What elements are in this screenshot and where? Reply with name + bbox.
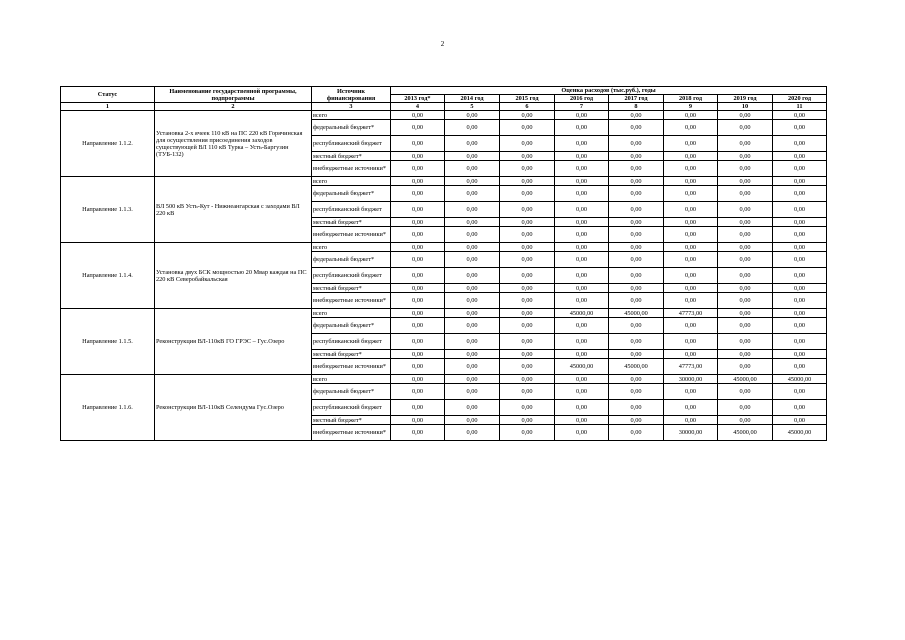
amount-cell: 0,00 [500,202,555,218]
amount-cell: 0,00 [445,186,500,202]
amount-cell: 0,00 [773,120,827,136]
amount-cell: 0,00 [718,218,773,227]
amount-cell: 0,00 [445,318,500,334]
funding-source: местный бюджет* [312,284,391,293]
amount-cell: 45000,00 [555,359,609,375]
column-index: 7 [555,103,609,111]
year-header: 2019 год [718,95,773,103]
amount-cell: 0,00 [500,350,555,359]
amount-cell: 0,00 [664,400,718,416]
amount-cell: 0,00 [609,218,664,227]
amount-cell: 47773,00 [664,309,718,318]
funding-source: местный бюджет* [312,350,391,359]
column-index: 2 [155,103,312,111]
amount-cell: 45000,00 [718,425,773,441]
column-index: 8 [609,103,664,111]
amount-cell: 0,00 [773,309,827,318]
amount-cell: 0,00 [718,359,773,375]
amount-cell: 45000,00 [718,375,773,384]
amount-cell: 0,00 [555,152,609,161]
program-header: Наименование государственной программы, подпрограммы [155,87,312,103]
amount-cell: 0,00 [500,218,555,227]
amount-cell: 0,00 [445,202,500,218]
amount-cell: 0,00 [445,243,500,252]
page-number: 2 [440,40,445,48]
amount-cell: 0,00 [718,318,773,334]
amount-cell: 0,00 [773,293,827,309]
amount-cell: 0,00 [609,136,664,152]
amount-cell: 0,00 [555,161,609,177]
table-row [61,309,827,318]
amount-cell: 0,00 [773,152,827,161]
amount-cell: 0,00 [445,120,500,136]
amount-cell: 0,00 [445,400,500,416]
amount-cell: 0,00 [555,218,609,227]
amount-cell: 0,00 [555,350,609,359]
amount-cell: 0,00 [391,136,445,152]
amount-cell: 0,00 [500,243,555,252]
amount-cell: 0,00 [391,186,445,202]
amount-cell: 0,00 [718,202,773,218]
program-name: Установка 2-х ячеек 110 кВ на ПС 220 кВ Горячинская для осуществления присоединения заходов существующей ВЛ 110 кВ Турка – Усть-Баргузин (ТУБ-132) [155,111,312,177]
amount-cell: 0,00 [718,177,773,186]
amount-cell: 0,00 [773,202,827,218]
year-header: 2016 год [555,95,609,103]
source-header: Источник финансирования [312,87,391,103]
amount-cell: 0,00 [773,284,827,293]
amount-cell: 0,00 [664,350,718,359]
amount-cell: 0,00 [445,309,500,318]
amount-cell: 0,00 [445,218,500,227]
amount-cell: 0,00 [773,318,827,334]
amount-cell: 0,00 [500,186,555,202]
column-index: 6 [500,103,555,111]
amount-cell: 0,00 [664,161,718,177]
amount-cell: 0,00 [718,350,773,359]
amount-cell: 0,00 [773,268,827,284]
amount-cell: 0,00 [773,161,827,177]
table-row [61,375,827,384]
amount-cell: 0,00 [664,284,718,293]
amount-cell: 0,00 [391,309,445,318]
amount-cell: 0,00 [500,359,555,375]
amount-cell: 0,00 [445,136,500,152]
funding-source: федеральный бюджет* [312,384,391,400]
amount-cell: 0,00 [555,293,609,309]
amount-cell: 0,00 [555,384,609,400]
amount-cell: 0,00 [500,177,555,186]
amount-cell: 0,00 [391,252,445,268]
amount-cell: 0,00 [500,268,555,284]
amount-cell: 0,00 [718,227,773,243]
amount-cell: 0,00 [500,400,555,416]
amount-cell: 0,00 [664,152,718,161]
amount-cell: 0,00 [391,120,445,136]
amount-cell: 0,00 [555,136,609,152]
amount-cell: 0,00 [391,111,445,120]
column-index: 4 [391,103,445,111]
amount-cell: 0,00 [391,359,445,375]
funding-source: всего [312,243,391,252]
amount-cell: 0,00 [718,334,773,350]
amount-cell: 0,00 [718,111,773,120]
funding-source: всего [312,375,391,384]
amount-cell: 0,00 [718,186,773,202]
funding-source: внебюджетные источники* [312,227,391,243]
amount-cell: 0,00 [555,375,609,384]
table-body [61,111,827,441]
funding-source: федеральный бюджет* [312,186,391,202]
amount-cell: 0,00 [609,177,664,186]
amount-cell: 0,00 [718,161,773,177]
table-row [61,111,827,120]
year-header: 2013 год* [391,95,445,103]
direction-status: Направление 1.1.2. [61,111,155,177]
amount-cell: 0,00 [500,416,555,425]
amount-cell: 0,00 [391,318,445,334]
table-row [61,243,827,252]
amount-cell: 0,00 [391,293,445,309]
funding-source: республиканский бюджет [312,334,391,350]
funding-source: местный бюджет* [312,152,391,161]
amount-cell: 0,00 [555,177,609,186]
amount-cell: 0,00 [609,243,664,252]
amount-cell: 0,00 [445,384,500,400]
amount-cell: 0,00 [555,252,609,268]
amount-cell: 0,00 [555,202,609,218]
amount-cell: 0,00 [391,334,445,350]
amount-cell: 45000,00 [609,309,664,318]
amount-cell: 0,00 [445,334,500,350]
funding-source: всего [312,309,391,318]
amount-cell: 0,00 [609,318,664,334]
amount-cell: 45000,00 [773,425,827,441]
direction-status: Направление 1.1.6. [61,375,155,441]
amount-cell: 0,00 [500,425,555,441]
amount-cell: 0,00 [718,293,773,309]
amount-cell: 0,00 [445,425,500,441]
amount-cell: 0,00 [445,268,500,284]
amount-cell: 0,00 [664,202,718,218]
funding-source: внебюджетные источники* [312,425,391,441]
amount-cell: 0,00 [609,375,664,384]
amount-cell: 45000,00 [555,309,609,318]
program-name: Установка двух БСК мощностью 20 Мвар каждая на ПС 220 кВ Северобайкальская [155,243,312,309]
amount-cell: 0,00 [664,243,718,252]
funding-source: республиканский бюджет [312,268,391,284]
funding-source: внебюджетные источники* [312,161,391,177]
amount-cell: 0,00 [555,111,609,120]
amount-cell: 0,00 [718,136,773,152]
amount-cell: 0,00 [445,416,500,425]
amount-cell: 0,00 [664,136,718,152]
amount-cell: 0,00 [555,425,609,441]
amount-cell: 0,00 [445,252,500,268]
amount-cell: 0,00 [718,416,773,425]
amount-cell: 45000,00 [773,375,827,384]
amount-cell: 0,00 [773,186,827,202]
amount-cell: 0,00 [664,334,718,350]
amount-cell: 0,00 [555,227,609,243]
direction-status: Направление 1.1.3. [61,177,155,243]
amount-cell: 0,00 [609,111,664,120]
amount-cell: 0,00 [773,136,827,152]
amount-cell: 0,00 [609,252,664,268]
amount-cell: 0,00 [664,384,718,400]
amount-cell: 0,00 [718,309,773,318]
estimate-header: Оценка расходов (тыс.руб.), годы [391,87,827,95]
program-name: Реконструкция ВЛ-110кВ Селендума Гус.Озеро [155,375,312,441]
amount-cell: 0,00 [555,243,609,252]
amount-cell: 0,00 [773,111,827,120]
amount-cell: 0,00 [500,293,555,309]
year-header: 2020 год [773,95,827,103]
direction-status: Направление 1.1.4. [61,243,155,309]
amount-cell: 0,00 [609,268,664,284]
amount-cell: 0,00 [500,309,555,318]
amount-cell: 0,00 [718,252,773,268]
amount-cell: 0,00 [773,384,827,400]
year-header: 2017 год [609,95,664,103]
amount-cell: 0,00 [555,318,609,334]
amount-cell: 0,00 [391,425,445,441]
amount-cell: 0,00 [664,120,718,136]
amount-cell: 0,00 [391,284,445,293]
amount-cell: 0,00 [773,243,827,252]
amount-cell: 0,00 [718,384,773,400]
amount-cell: 0,00 [664,227,718,243]
amount-cell: 0,00 [664,186,718,202]
amount-cell: 0,00 [773,416,827,425]
amount-cell: 0,00 [773,350,827,359]
amount-cell: 0,00 [664,111,718,120]
amount-cell: 0,00 [500,227,555,243]
amount-cell: 0,00 [391,177,445,186]
amount-cell: 0,00 [609,334,664,350]
column-index: 11 [773,103,827,111]
amount-cell: 0,00 [445,227,500,243]
amount-cell: 0,00 [445,284,500,293]
direction-status: Направление 1.1.5. [61,309,155,375]
amount-cell: 0,00 [609,186,664,202]
funding-source: всего [312,111,391,120]
column-index: 10 [718,103,773,111]
funding-source: республиканский бюджет [312,136,391,152]
funding-source: федеральный бюджет* [312,252,391,268]
amount-cell: 0,00 [391,400,445,416]
amount-cell: 0,00 [500,136,555,152]
amount-cell: 0,00 [609,227,664,243]
amount-cell: 0,00 [500,375,555,384]
amount-cell: 0,00 [391,416,445,425]
amount-cell: 0,00 [391,375,445,384]
expense-table [60,86,827,441]
amount-cell: 0,00 [609,202,664,218]
amount-cell: 0,00 [609,400,664,416]
amount-cell: 0,00 [664,252,718,268]
table-row [61,177,827,186]
amount-cell: 0,00 [718,243,773,252]
amount-cell: 0,00 [391,202,445,218]
amount-cell: 0,00 [773,227,827,243]
amount-cell: 0,00 [500,111,555,120]
funding-source: федеральный бюджет* [312,318,391,334]
amount-cell: 0,00 [664,293,718,309]
amount-cell: 0,00 [500,334,555,350]
amount-cell: 0,00 [391,350,445,359]
amount-cell: 0,00 [609,284,664,293]
amount-cell: 0,00 [718,400,773,416]
amount-cell: 0,00 [773,177,827,186]
amount-cell: 0,00 [609,384,664,400]
amount-cell: 0,00 [445,293,500,309]
amount-cell: 0,00 [445,161,500,177]
column-index: 1 [61,103,155,111]
amount-cell: 0,00 [391,161,445,177]
funding-source: местный бюджет* [312,218,391,227]
amount-cell: 0,00 [773,400,827,416]
amount-cell: 47773,00 [664,359,718,375]
year-header: 2014 год [445,95,500,103]
amount-cell: 0,00 [718,120,773,136]
amount-cell: 0,00 [555,334,609,350]
amount-cell: 0,00 [500,284,555,293]
funding-source: внебюджетные источники* [312,293,391,309]
amount-cell: 0,00 [391,243,445,252]
amount-cell: 0,00 [500,318,555,334]
amount-cell: 0,00 [718,268,773,284]
amount-cell: 0,00 [773,218,827,227]
amount-cell: 0,00 [773,334,827,350]
funding-source: республиканский бюджет [312,400,391,416]
amount-cell: 0,00 [609,120,664,136]
funding-source: внебюджетные источники* [312,359,391,375]
amount-cell: 0,00 [609,152,664,161]
amount-cell: 0,00 [555,268,609,284]
amount-cell: 0,00 [500,161,555,177]
amount-cell: 0,00 [718,152,773,161]
funding-source: республиканский бюджет [312,202,391,218]
amount-cell: 0,00 [555,400,609,416]
program-name: ВЛ 500 кВ Усть-Кут - Нижнеангарская с заходами ВЛ 220 кВ [155,177,312,243]
amount-cell: 0,00 [609,293,664,309]
amount-cell: 0,00 [391,227,445,243]
amount-cell: 0,00 [391,218,445,227]
amount-cell: 0,00 [609,425,664,441]
amount-cell: 0,00 [555,284,609,293]
column-index: 3 [312,103,391,111]
amount-cell: 0,00 [664,416,718,425]
amount-cell: 0,00 [445,350,500,359]
amount-cell: 0,00 [391,152,445,161]
amount-cell: 0,00 [664,218,718,227]
amount-cell: 0,00 [555,186,609,202]
status-header: Статус [61,87,155,103]
funding-source: местный бюджет* [312,416,391,425]
amount-cell: 0,00 [609,416,664,425]
amount-cell: 0,00 [664,268,718,284]
amount-cell: 0,00 [445,177,500,186]
amount-cell: 0,00 [445,359,500,375]
amount-cell: 0,00 [609,161,664,177]
program-name: Реконструкция ВЛ-110кВ ГО ГРЭС – Гус.Озеро [155,309,312,375]
amount-cell: 0,00 [500,252,555,268]
amount-cell: 0,00 [718,284,773,293]
amount-cell: 45000,00 [609,359,664,375]
amount-cell: 0,00 [773,252,827,268]
amount-cell: 0,00 [445,375,500,384]
amount-cell: 0,00 [664,318,718,334]
year-header: 2015 год [500,95,555,103]
amount-cell: 0,00 [445,111,500,120]
column-index: 5 [445,103,500,111]
amount-cell: 30000,00 [664,375,718,384]
amount-cell: 0,00 [500,152,555,161]
amount-cell: 0,00 [500,120,555,136]
amount-cell: 0,00 [445,152,500,161]
amount-cell: 0,00 [773,359,827,375]
amount-cell: 0,00 [500,384,555,400]
column-index: 9 [664,103,718,111]
amount-cell: 0,00 [555,416,609,425]
year-header: 2018 год [664,95,718,103]
funding-source: всего [312,177,391,186]
amount-cell: 0,00 [555,120,609,136]
amount-cell: 0,00 [391,384,445,400]
amount-cell: 0,00 [391,268,445,284]
funding-source: федеральный бюджет* [312,120,391,136]
amount-cell: 0,00 [609,350,664,359]
amount-cell: 30000,00 [664,425,718,441]
amount-cell: 0,00 [664,177,718,186]
